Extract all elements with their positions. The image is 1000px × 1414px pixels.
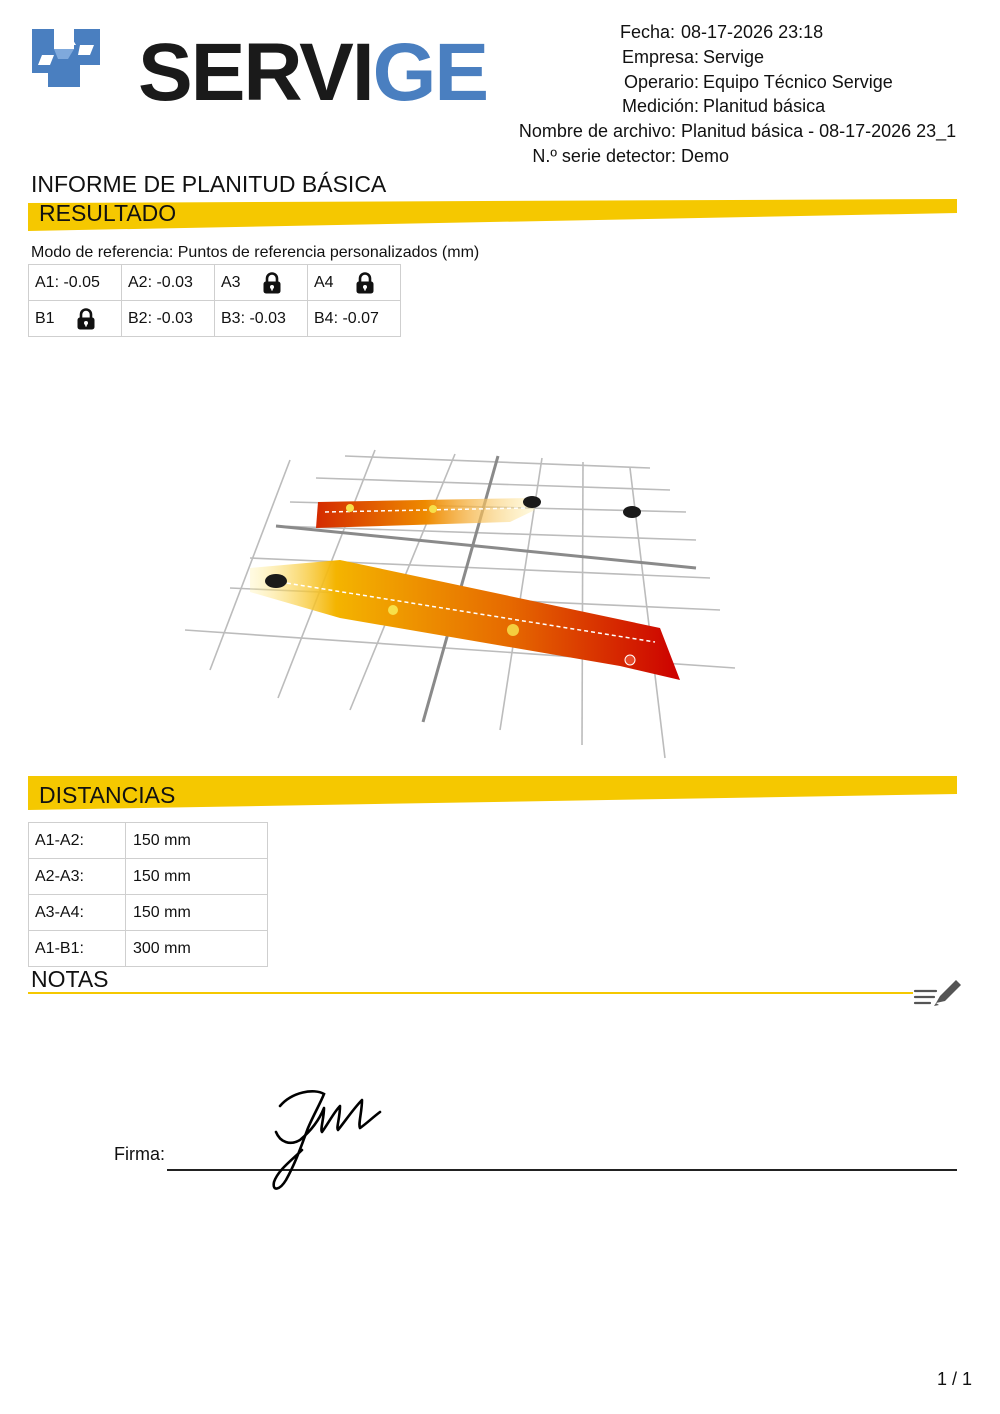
distances-section-header — [28, 776, 957, 812]
ref-cell-label: B3: -0.03 — [221, 309, 286, 327]
ref-cell-label: B1 — [35, 309, 55, 327]
flatness-3d-plot — [180, 440, 750, 770]
table-row — [29, 859, 268, 895]
table-row — [29, 931, 268, 967]
ref-cell-label: A3 — [221, 273, 241, 291]
distance-key: A1-A2: — [29, 823, 126, 859]
ref-cell-label: A1: -0.05 — [35, 273, 100, 291]
distance-value: 150 mm — [126, 895, 268, 931]
logo-mark-icon — [28, 25, 108, 97]
marker-a4 — [623, 506, 641, 518]
logo-word-dark: SERVI — [138, 27, 373, 118]
ref-cell-b3 — [215, 301, 308, 337]
logo-wordmark — [138, 27, 488, 118]
result-section-header — [28, 197, 957, 233]
ref-cell-b1 — [29, 301, 122, 337]
edit-notes-icon[interactable] — [912, 976, 962, 1010]
ref-cell-a3 — [215, 265, 308, 301]
distance-key: A3-A4: — [29, 895, 126, 931]
marker-a2 — [429, 505, 437, 513]
meta-value: Equipo Técnico Servige — [703, 72, 893, 92]
marker-b3 — [507, 624, 519, 636]
notes-divider — [28, 992, 913, 994]
signature-label: Firma: — [114, 1144, 165, 1164]
deviation-band-a — [316, 498, 535, 528]
ref-cell-b2 — [122, 301, 215, 337]
notes-heading: NOTAS — [31, 966, 109, 992]
marker-a1 — [346, 504, 354, 512]
ref-cell-a2 — [122, 265, 215, 301]
distance-value: 150 mm — [126, 823, 268, 859]
lock-icon — [262, 272, 282, 294]
reference-points-table — [28, 264, 401, 337]
logo-word-blue: GE — [372, 27, 488, 118]
meta-label: Fecha: — [619, 22, 675, 42]
table-row — [29, 265, 401, 301]
ref-cell-a4 — [308, 265, 401, 301]
meta-value: Servige — [703, 47, 765, 67]
meta-value: Planitud básica - 08-17-2026 23_1 — [681, 121, 957, 141]
meta-value: 08-17-2026 23:18 — [681, 22, 824, 42]
meta-label: N.º serie detector: — [532, 146, 676, 166]
meta-value: Demo — [681, 146, 730, 166]
distance-value: 150 mm — [126, 859, 268, 895]
ref-cell-label: A2: -0.03 — [128, 273, 193, 291]
marker-a3 — [523, 496, 541, 508]
ref-cell-b4 — [308, 301, 401, 337]
marker-b1 — [265, 574, 287, 588]
distance-value: 300 mm — [126, 931, 268, 967]
report-meta — [500, 22, 960, 172]
distances-table — [28, 822, 268, 967]
distances-heading: DISTANCIAS — [39, 782, 176, 808]
lock-icon — [76, 308, 96, 330]
handwritten-signature — [262, 1084, 392, 1196]
ref-cell-label: B2: -0.03 — [128, 309, 193, 327]
table-row — [29, 301, 401, 337]
meta-label: Medición: — [621, 96, 699, 116]
reference-mode: Modo de referencia: Puntos de referencia personalizados (mm) — [31, 244, 480, 261]
marker-b2 — [388, 605, 398, 615]
servige-logo — [28, 22, 488, 118]
meta-label: Empresa: — [621, 47, 699, 67]
table-row — [29, 895, 268, 931]
table-row — [29, 823, 268, 859]
lock-icon — [355, 272, 375, 294]
meta-value: Planitud básica — [703, 96, 826, 116]
result-heading: RESULTADO — [39, 200, 177, 226]
ref-cell-label: A4 — [314, 273, 334, 291]
distance-key: A2-A3: — [29, 859, 126, 895]
distance-key: A1-B1: — [29, 931, 126, 967]
meta-label: Nombre de archivo: — [518, 121, 676, 141]
page-number: 1 / 1 — [937, 1369, 973, 1389]
report-title: INFORME DE PLANITUD BÁSICA — [31, 171, 387, 197]
ref-cell-label: B4: -0.07 — [314, 309, 379, 327]
marker-b4 — [625, 655, 635, 665]
meta-label: Operario: — [623, 72, 699, 92]
ref-cell-a1 — [29, 265, 122, 301]
